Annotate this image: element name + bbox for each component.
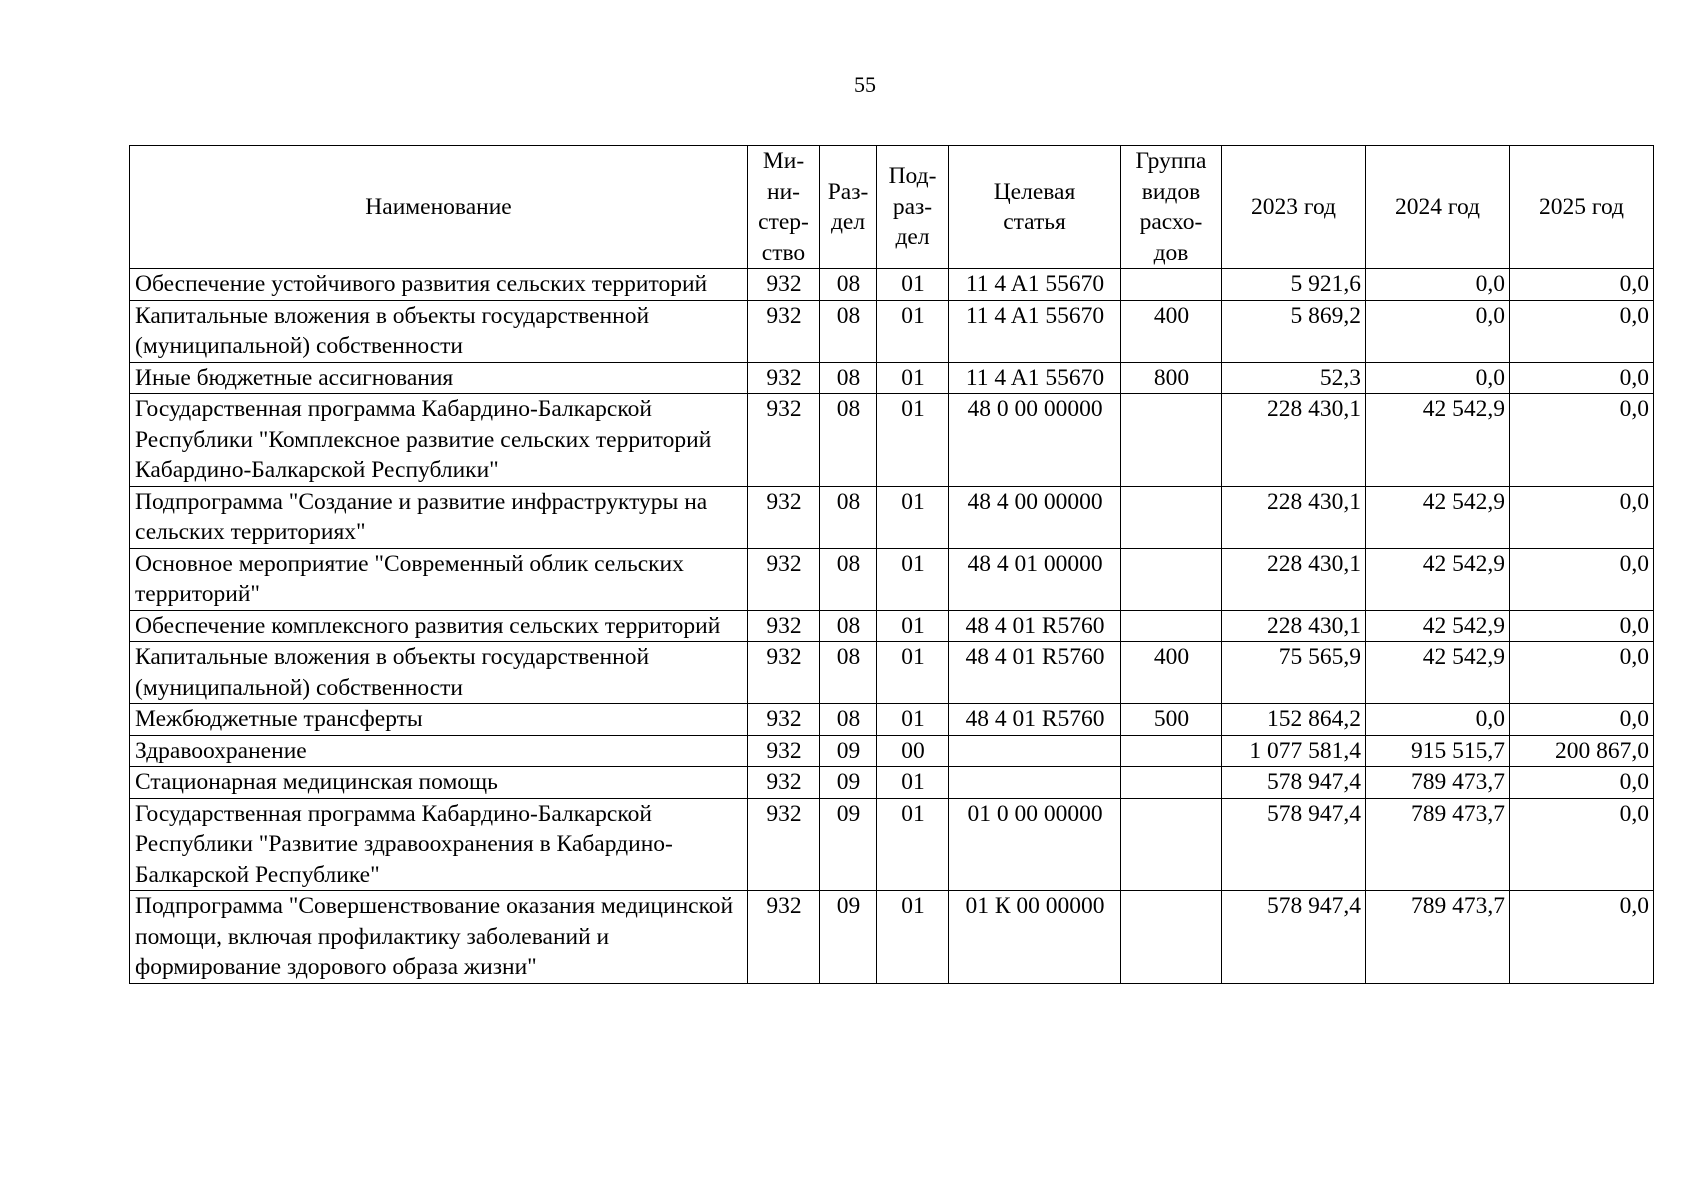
cell-2023: 5 869,2 [1222, 300, 1366, 362]
cell-2024: 789 473,7 [1366, 767, 1510, 799]
cell-2024: 789 473,7 [1366, 798, 1510, 891]
cell-2025: 0,0 [1510, 798, 1654, 891]
cell-2024: 42 542,9 [1366, 548, 1510, 610]
cell-name: Обеспечение устойчивого развития сельских территорий [130, 269, 748, 301]
cell-section: 08 [820, 269, 877, 301]
cell-2023: 228 430,1 [1222, 610, 1366, 642]
cell-2025: 0,0 [1510, 767, 1654, 799]
cell-2025: 0,0 [1510, 394, 1654, 487]
cell-target-article [949, 735, 1121, 767]
page-number: 55 [854, 72, 876, 97]
header-subsection: Под- раз- дел [877, 146, 949, 269]
cell-2025: 0,0 [1510, 486, 1654, 548]
cell-2023: 1 077 581,4 [1222, 735, 1366, 767]
table-row [130, 704, 1654, 736]
cell-2025: 0,0 [1510, 269, 1654, 301]
cell-subsection: 01 [877, 642, 949, 704]
cell-name: Основное мероприятие "Современный облик сельских территорий" [130, 548, 748, 610]
cell-section: 08 [820, 642, 877, 704]
table-row [130, 642, 1654, 704]
table-header-row [130, 146, 1654, 269]
cell-expense-group [1121, 735, 1222, 767]
cell-section: 08 [820, 362, 877, 394]
cell-2024: 42 542,9 [1366, 610, 1510, 642]
cell-target-article: 11 4 A1 55670 [949, 362, 1121, 394]
cell-expense-group [1121, 548, 1222, 610]
cell-2025: 0,0 [1510, 362, 1654, 394]
cell-ministry: 932 [748, 548, 820, 610]
cell-section: 08 [820, 704, 877, 736]
cell-2023: 5 921,6 [1222, 269, 1366, 301]
cell-expense-group [1121, 610, 1222, 642]
cell-expense-group: 400 [1121, 300, 1222, 362]
cell-section: 09 [820, 735, 877, 767]
cell-subsection: 01 [877, 610, 949, 642]
table-row [130, 269, 1654, 301]
cell-target-article: 48 0 00 00000 [949, 394, 1121, 487]
cell-section: 08 [820, 610, 877, 642]
cell-subsection: 01 [877, 486, 949, 548]
cell-target-article: 48 4 01 00000 [949, 548, 1121, 610]
cell-target-article: 01 К 00 00000 [949, 891, 1121, 984]
cell-2024: 915 515,7 [1366, 735, 1510, 767]
header-section: Раз- дел [820, 146, 877, 269]
header-target-article: Целевая статья [949, 146, 1121, 269]
cell-target-article: 11 4 A1 55670 [949, 269, 1121, 301]
cell-2023: 228 430,1 [1222, 548, 1366, 610]
cell-name: Подпрограмма "Совершенствование оказания медицинской помощи, включая профилактику заболеваний и формирование здорового образа жизни" [130, 891, 748, 984]
cell-2023: 578 947,4 [1222, 767, 1366, 799]
cell-2024: 0,0 [1366, 704, 1510, 736]
cell-2025: 0,0 [1510, 704, 1654, 736]
cell-name: Межбюджетные трансферты [130, 704, 748, 736]
cell-name: Государственная программа Кабардино-Балкарской Республики "Комплексное развитие сельских территорий Кабардино-Балкарской Республики" [130, 394, 748, 487]
cell-2024: 42 542,9 [1366, 394, 1510, 487]
cell-2025: 0,0 [1510, 891, 1654, 984]
cell-subsection: 00 [877, 735, 949, 767]
cell-subsection: 01 [877, 767, 949, 799]
table-row [130, 362, 1654, 394]
cell-target-article: 48 4 01 R5760 [949, 704, 1121, 736]
cell-2024: 42 542,9 [1366, 486, 1510, 548]
cell-ministry: 932 [748, 798, 820, 891]
cell-subsection: 01 [877, 362, 949, 394]
cell-2023: 228 430,1 [1222, 486, 1366, 548]
cell-2024: 0,0 [1366, 269, 1510, 301]
cell-2023: 228 430,1 [1222, 394, 1366, 487]
header-expense-group: Группа видов расхо- дов [1121, 146, 1222, 269]
cell-subsection: 01 [877, 891, 949, 984]
cell-2024: 0,0 [1366, 362, 1510, 394]
cell-2023: 52,3 [1222, 362, 1366, 394]
table-row [130, 610, 1654, 642]
table-row [130, 548, 1654, 610]
cell-ministry: 932 [748, 394, 820, 487]
cell-ministry: 932 [748, 300, 820, 362]
cell-subsection: 01 [877, 798, 949, 891]
cell-expense-group [1121, 394, 1222, 487]
cell-2025: 0,0 [1510, 610, 1654, 642]
cell-2025: 0,0 [1510, 300, 1654, 362]
cell-expense-group: 400 [1121, 642, 1222, 704]
cell-expense-group [1121, 798, 1222, 891]
cell-2025: 0,0 [1510, 642, 1654, 704]
cell-section: 09 [820, 798, 877, 891]
cell-target-article: 48 4 00 00000 [949, 486, 1121, 548]
table-row [130, 394, 1654, 487]
cell-expense-group [1121, 767, 1222, 799]
cell-target-article: 11 4 A1 55670 [949, 300, 1121, 362]
cell-name: Подпрограмма "Создание и развитие инфраструктуры на сельских территориях" [130, 486, 748, 548]
cell-target-article: 01 0 00 00000 [949, 798, 1121, 891]
cell-name: Здравоохранение [130, 735, 748, 767]
cell-2024: 0,0 [1366, 300, 1510, 362]
header-ministry: Ми- ни- стер- ство [748, 146, 820, 269]
cell-ministry: 932 [748, 486, 820, 548]
table-row [130, 486, 1654, 548]
budget-table [129, 145, 1654, 984]
cell-subsection: 01 [877, 269, 949, 301]
cell-name: Капитальные вложения в объекты государственной (муниципальной) собственности [130, 300, 748, 362]
table-row [130, 798, 1654, 891]
cell-subsection: 01 [877, 300, 949, 362]
cell-name: Иные бюджетные ассигнования [130, 362, 748, 394]
table-row [130, 767, 1654, 799]
cell-2024: 42 542,9 [1366, 642, 1510, 704]
cell-name: Стационарная медицинская помощь [130, 767, 748, 799]
cell-name: Капитальные вложения в объекты государственной (муниципальной) собственности [130, 642, 748, 704]
header-name: Наименование [130, 146, 748, 269]
cell-2023: 578 947,4 [1222, 798, 1366, 891]
cell-name: Государственная программа Кабардино-Балкарской Республики "Развитие здравоохранения в Кабардино-Балкарской Республике" [130, 798, 748, 891]
cell-subsection: 01 [877, 394, 949, 487]
cell-ministry: 932 [748, 704, 820, 736]
table-body [130, 269, 1654, 984]
table-row [130, 891, 1654, 984]
header-year-2023: 2023 год [1222, 146, 1366, 269]
cell-name: Обеспечение комплексного развития сельских территорий [130, 610, 748, 642]
cell-target-article [949, 767, 1121, 799]
cell-expense-group [1121, 486, 1222, 548]
table-row [130, 300, 1654, 362]
cell-section: 08 [820, 548, 877, 610]
cell-ministry: 932 [748, 767, 820, 799]
header-year-2024: 2024 год [1366, 146, 1510, 269]
cell-ministry: 932 [748, 642, 820, 704]
cell-2025: 0,0 [1510, 548, 1654, 610]
cell-ministry: 932 [748, 891, 820, 984]
cell-expense-group: 800 [1121, 362, 1222, 394]
cell-2024: 789 473,7 [1366, 891, 1510, 984]
cell-subsection: 01 [877, 548, 949, 610]
cell-2023: 152 864,2 [1222, 704, 1366, 736]
cell-2023: 75 565,9 [1222, 642, 1366, 704]
cell-2025: 200 867,0 [1510, 735, 1654, 767]
cell-section: 09 [820, 891, 877, 984]
cell-2023: 578 947,4 [1222, 891, 1366, 984]
cell-section: 08 [820, 394, 877, 487]
cell-target-article: 48 4 01 R5760 [949, 642, 1121, 704]
cell-ministry: 932 [748, 362, 820, 394]
cell-expense-group [1121, 269, 1222, 301]
cell-target-article: 48 4 01 R5760 [949, 610, 1121, 642]
cell-expense-group: 500 [1121, 704, 1222, 736]
cell-subsection: 01 [877, 704, 949, 736]
cell-section: 08 [820, 300, 877, 362]
cell-ministry: 932 [748, 735, 820, 767]
cell-section: 09 [820, 767, 877, 799]
cell-ministry: 932 [748, 610, 820, 642]
table-row [130, 735, 1654, 767]
cell-ministry: 932 [748, 269, 820, 301]
cell-expense-group [1121, 891, 1222, 984]
cell-section: 08 [820, 486, 877, 548]
header-year-2025: 2025 год [1510, 146, 1654, 269]
